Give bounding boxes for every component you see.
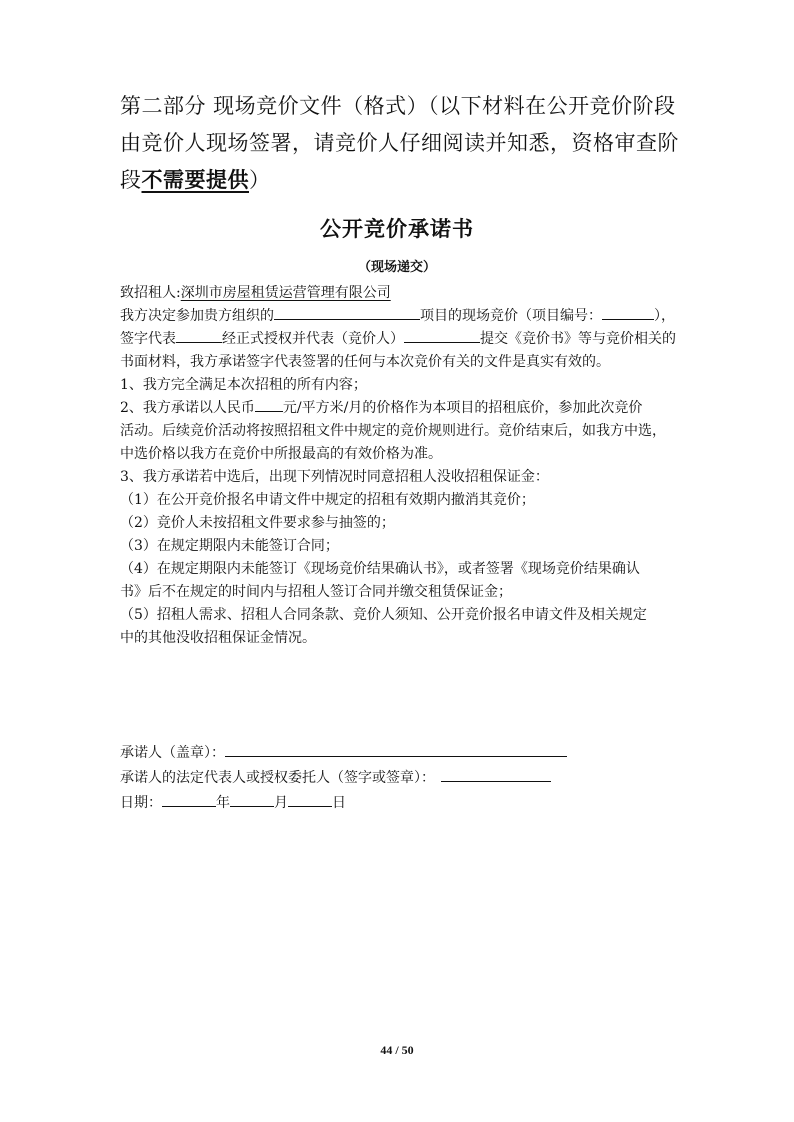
paragraph-2-text-a: 签字代表 — [120, 331, 176, 347]
addressee-label: 致招租人: — [120, 285, 181, 301]
day-label: 日 — [332, 795, 346, 811]
item-2-line-1 — [120, 397, 680, 420]
sub-item-2: （2）竞价人未按招租文件要求参与抽签的； — [120, 515, 395, 531]
bidder-blank[interactable] — [404, 328, 480, 343]
year-blank[interactable] — [162, 792, 216, 807]
representative-label: 承诺人的法定代表人或授权委托人（签字或签章）： — [120, 770, 435, 786]
sub-item-5-line-1: （5）招租人需求、招租人合同条款、竞价人须知、公开竞价报名申请文件及相关规定 — [120, 607, 647, 623]
section-heading — [120, 88, 690, 199]
project-name-blank[interactable] — [274, 305, 420, 320]
sub-item-1: （1）在公开竞价报名申请文件中规定的招租有效期内撤消其竞价； — [120, 492, 535, 508]
document-body — [120, 282, 680, 650]
item-2-line-3: 中选价格以我方在竞价中所报最高的有效价格为准。 — [120, 446, 442, 462]
project-number-blank[interactable] — [602, 305, 654, 320]
paragraph-2-text-b: 经正式授权并代表（竞价人） — [222, 331, 404, 347]
paragraph-2-line-2: 书面材料，我方承诺签字代表签署的任何与本次竞价有关的文件是真实有效的。 — [120, 354, 610, 370]
signatory-blank[interactable] — [176, 328, 222, 343]
addressee-line — [120, 282, 680, 305]
representative-signature-blank[interactable] — [441, 767, 551, 782]
promisor-seal-blank[interactable] — [225, 742, 567, 757]
document-title: 公开竞价承诺书 — [320, 217, 474, 241]
date-line — [120, 791, 720, 816]
paragraph-1-text-c: ）， — [654, 308, 675, 324]
section-heading-emphasis: 不需要提供 — [141, 168, 249, 192]
paragraph-1 — [120, 305, 680, 328]
signature-block — [120, 741, 720, 816]
month-label: 月 — [274, 795, 288, 811]
paragraph-1-text-a: 我方决定参加贵方组织的 — [120, 308, 274, 324]
item-1: 1、我方完全满足本次招租的所有内容； — [120, 377, 367, 393]
paragraph-1-text-b: 项目的现场竞价（项目编号： — [420, 308, 602, 324]
year-label: 年 — [216, 795, 230, 811]
section-heading-text: 第二部分 现场竞价文件（格式）（以下材料在公开竞价阶段由竞价人现场签署，请竞价人仔细阅读并知悉，资格审查阶段 — [120, 94, 679, 192]
addressee-name: 深圳市房屋租赁运营管理有限公司 — [180, 285, 391, 301]
promisor-line — [120, 741, 720, 766]
paragraph-2-line-1 — [120, 328, 680, 351]
item-2-line-2: 活动。后续竞价活动将按照招租文件中规定的竞价规则进行。竞价结束后，如我方中选， — [120, 423, 666, 439]
day-blank[interactable] — [288, 792, 332, 807]
section-heading-close: ） — [249, 168, 271, 192]
item-2-text-a: 2、我方承诺以人民币 — [120, 400, 255, 416]
date-label: 日期： — [120, 795, 162, 811]
month-blank[interactable] — [230, 792, 274, 807]
document-subtitle: （现场递交） — [357, 260, 436, 275]
promisor-label: 承诺人（盖章）： — [120, 745, 225, 761]
price-blank[interactable] — [255, 397, 283, 412]
paragraph-2-text-c: 提交《竞价书》等与竞价相关的 — [480, 331, 676, 347]
sub-item-4-line-2: 书》后不在规定的时间内与招租人签订合同并缴交租赁保证金； — [120, 584, 512, 600]
representative-line — [120, 766, 720, 791]
item-3: 3、我方承诺若中选后，出现下列情况时同意招租人没收招租保证金： — [120, 469, 549, 485]
page-number: 44 / 50 — [380, 1043, 414, 1057]
item-2-text-b: 元/平方米/月的价格作为本项目的招租底价，参加此次竞价 — [282, 400, 643, 416]
sub-item-5-line-2: 中的其他没收招租保证金情况。 — [120, 630, 316, 646]
sub-item-3: （3）在规定期限内未能签订合同； — [120, 538, 339, 554]
sub-item-4-line-1: （4）在规定期限内未能签订《现场竞价结果确认书》，或者签署《现场竞价结果确认 — [120, 561, 640, 577]
